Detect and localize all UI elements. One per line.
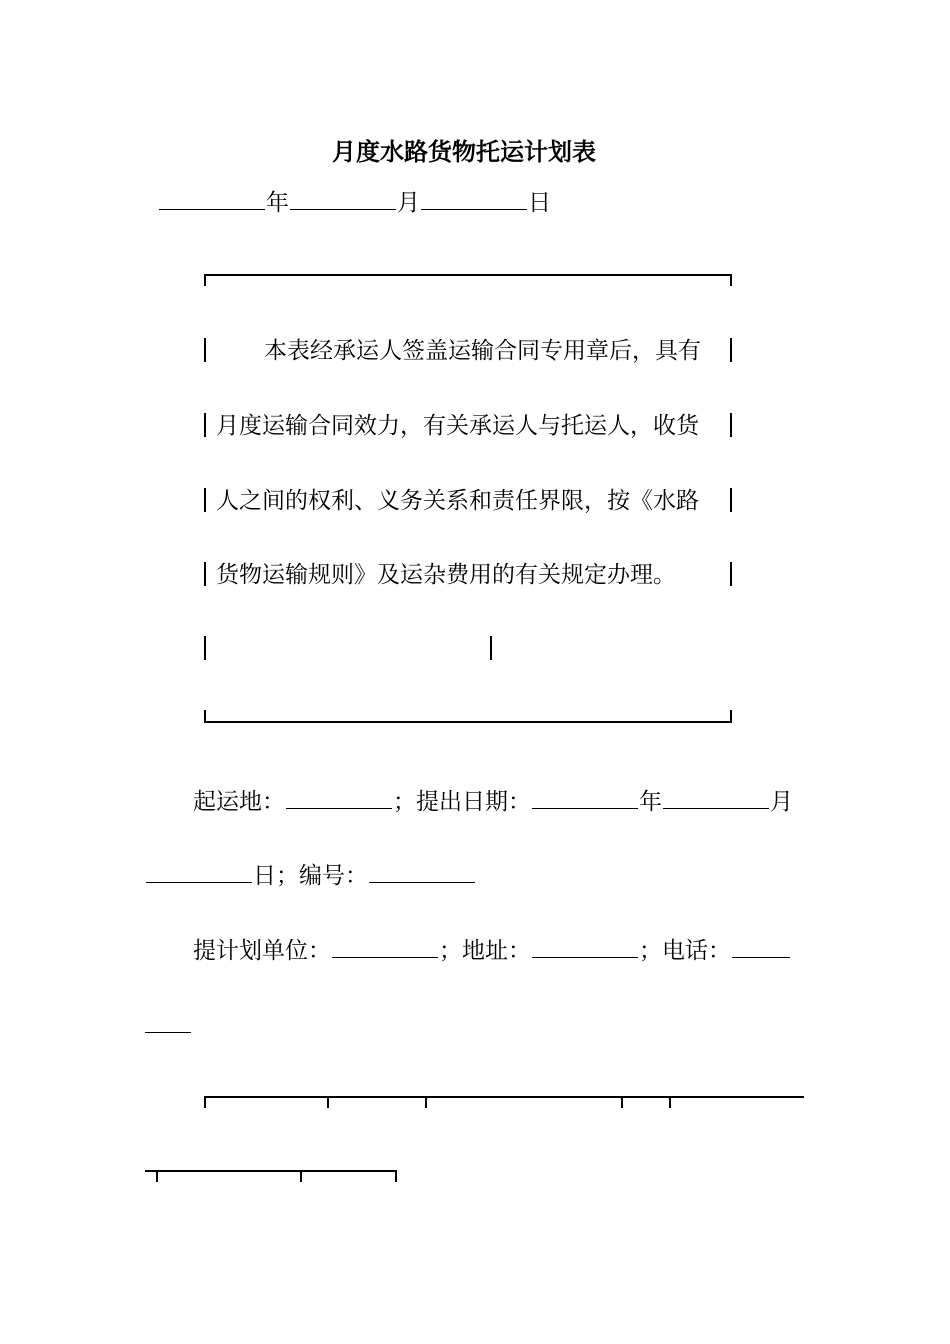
table-tick-7 bbox=[300, 1170, 302, 1182]
box-top-border bbox=[204, 274, 732, 276]
submit-year-field[interactable] bbox=[532, 786, 638, 809]
box-right-bar-4 bbox=[730, 562, 732, 586]
phone-field-continuation[interactable] bbox=[145, 1032, 191, 1033]
box-left-bar-5 bbox=[204, 636, 206, 660]
box-left-bar-4 bbox=[204, 562, 206, 586]
submit-date-label: 提出日期： bbox=[416, 789, 531, 815]
box-right-bar-1 bbox=[730, 338, 732, 362]
phone-field[interactable] bbox=[732, 935, 790, 958]
day-number-line bbox=[145, 860, 476, 890]
submit-year-label: 年 bbox=[639, 789, 662, 815]
phone-label: ；电话： bbox=[639, 938, 731, 964]
origin-label: 起运地： bbox=[193, 789, 285, 815]
month-blank[interactable] bbox=[290, 187, 396, 210]
box-right-bar-2 bbox=[730, 413, 732, 437]
address-field[interactable] bbox=[532, 935, 638, 958]
box-bottom-border bbox=[204, 721, 732, 723]
table-tick-4 bbox=[621, 1096, 623, 1108]
day-label: 日 bbox=[528, 190, 551, 216]
table-tick-2 bbox=[327, 1096, 329, 1108]
year-blank[interactable] bbox=[159, 187, 265, 210]
submit-month-field[interactable] bbox=[663, 786, 769, 809]
submit-month-label: 月 bbox=[770, 789, 793, 815]
number-field[interactable] bbox=[369, 860, 475, 883]
box-mid-bar-5 bbox=[490, 636, 492, 660]
table-tick-1 bbox=[204, 1096, 206, 1108]
table-tick-3 bbox=[425, 1096, 427, 1108]
origin-field[interactable] bbox=[286, 786, 392, 809]
day-number-label: 日；编号： bbox=[253, 863, 368, 889]
table-tick-8 bbox=[395, 1170, 397, 1182]
year-label: 年 bbox=[266, 190, 289, 216]
unit-field[interactable] bbox=[332, 935, 438, 958]
page-title: 月度水路货物托运计划表 bbox=[332, 137, 596, 166]
date-line bbox=[158, 187, 551, 217]
notice-line-4: 货物运输规则》及运杂费用的有关规定办理。 bbox=[216, 562, 676, 588]
notice-line-2: 月度运输合同效力，有关承运人与托运人，收货 bbox=[216, 413, 699, 439]
table-tick-6 bbox=[156, 1170, 158, 1182]
box-top-left-tick bbox=[204, 274, 206, 286]
notice-line-1: 本表经承运人签盖运输合同专用章后，具有 bbox=[264, 338, 701, 364]
box-top-right-tick bbox=[730, 274, 732, 286]
table-top-line-cont bbox=[145, 1170, 397, 1172]
box-left-bar-2 bbox=[204, 413, 206, 437]
box-right-bar-3 bbox=[730, 488, 732, 512]
day-blank[interactable] bbox=[421, 187, 527, 210]
table-tick-5 bbox=[669, 1096, 671, 1108]
unit-label: 提计划单位： bbox=[193, 938, 331, 964]
table-top-line bbox=[204, 1096, 804, 1098]
notice-line-3: 人之间的权利、义务关系和责任界限，按《水路 bbox=[216, 488, 699, 514]
submit-day-field[interactable] bbox=[146, 860, 252, 883]
unit-address-line bbox=[193, 935, 791, 965]
box-left-bar-3 bbox=[204, 488, 206, 512]
origin-date-line bbox=[193, 786, 793, 816]
month-label: 月 bbox=[397, 190, 420, 216]
box-left-bar-1 bbox=[204, 338, 206, 362]
address-label: ；地址： bbox=[439, 938, 531, 964]
separator: ； bbox=[393, 789, 416, 815]
